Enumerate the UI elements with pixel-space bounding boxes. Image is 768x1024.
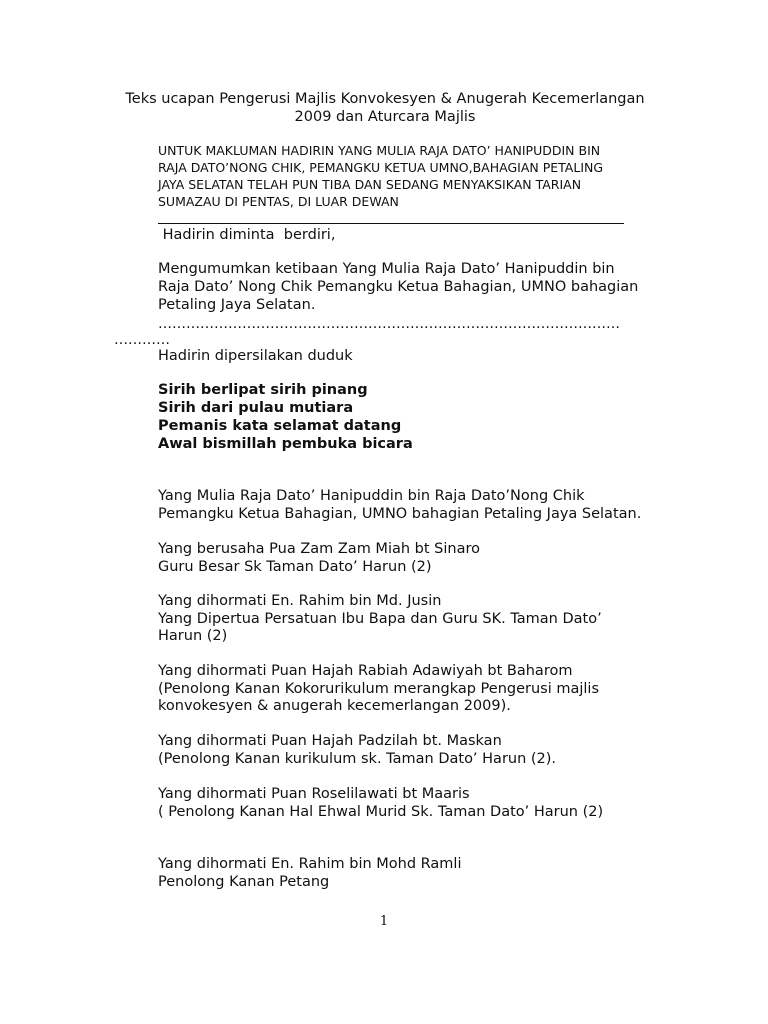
guest-3-position-cont: Harun (2): [158, 628, 228, 644]
guest-4-name: Yang dihormati Puan Hajah Rabiah Adawiyah bt Baharom: [158, 663, 573, 679]
guest-1-name: Yang Mulia Raja Dato’ Hanipuddin bin Raja Dato’Nong Chik: [158, 488, 585, 504]
guest-5-position: (Penolong Kanan kurikulum sk. Taman Dato’ Harun (2).: [158, 750, 557, 767]
guest-3-name: Yang dihormati En. Rahim bin Md. Jusin: [158, 593, 442, 609]
guest-3-position: Yang Dipertua Persatuan Ibu Bapa dan Guru SK. Taman Dato’: [158, 610, 602, 627]
notice-line-2: RAJA DATO’NONG CHIK, PEMANGKU KETUA UMNO,BAHAGIAN PETALING: [158, 160, 604, 175]
guest-5-name: Yang dihormati Puan Hajah Padzilah bt. Maskan: [158, 733, 502, 749]
arrival-notice: [158, 142, 658, 210]
pantun-verse: [158, 381, 413, 453]
guest-1-position: Pemangku Ketua Bahagian, UMNO bahagian Petaling Jaya Selatan.: [158, 505, 642, 522]
guest-entry-3: [158, 593, 678, 646]
document-title: [100, 90, 670, 126]
guest-entry-2: [158, 541, 678, 576]
guest-6-name: Yang dihormati Puan Roselilawati bt Maaris: [158, 786, 470, 802]
pantun-line-4: Awal bismillah pembuka bicara: [158, 436, 413, 452]
guest-2-position: Guru Besar Sk Taman Dato’ Harun (2): [158, 558, 432, 575]
notice-line-3: JAYA SELATAN TELAH PUN TIBA DAN SEDANG MENYAKSIKAN TARIAN: [158, 177, 582, 192]
notice-line-4: SUMAZAU DI PENTAS, DI LUAR DEWAN: [158, 194, 399, 209]
guest-entry-4: [158, 663, 678, 716]
page-number: 1: [379, 914, 389, 929]
guest-6-position: ( Penolong Kanan Hal Ehwal Murid Sk. Taman Dato’ Harun (2): [158, 803, 604, 820]
stand-instruction: Hadirin diminta berdiri,: [158, 227, 336, 243]
guest-7-name: Yang dihormati En. Rahim bin Mohd Ramli: [158, 856, 462, 872]
sit-instruction: Hadirin dipersilakan duduk: [158, 348, 353, 364]
pantun-line-3: Pemanis kata selamat datang: [158, 418, 402, 434]
announcement-line-3: Petaling Jaya Selatan.: [158, 297, 316, 313]
title-line-2: 2009 dan Aturcara Majlis: [294, 109, 476, 125]
guest-entry-6: [158, 786, 678, 821]
arrival-announcement: [158, 260, 678, 314]
guest-entry-7: [158, 856, 678, 891]
guest-entry-5: [158, 733, 678, 768]
notice-line-1: UNTUK MAKLUMAN HADIRIN YANG MULIA RAJA DATO’ HANIPUDDIN BIN: [158, 143, 601, 158]
guest-2-name: Yang berusaha Pua Zam Zam Miah bt Sinaro: [158, 541, 480, 557]
title-line-1: Teks ucapan Pengerusi Majlis Konvokesyen & Anugerah Kecemerlangan: [125, 91, 645, 107]
guest-7-position: Penolong Kanan Petang: [158, 873, 330, 890]
separator-rule: [158, 223, 624, 224]
guest-4-position: (Penolong Kanan Kokorurikulum merangkap Pengerusi majlis: [158, 680, 600, 697]
pantun-line-2: Sirih dari pulau mutiara: [158, 400, 354, 416]
announcement-line-2: Raja Dato’ Nong Chik Pemangku Ketua Bahagian, UMNO bahagian: [158, 279, 639, 295]
dotted-line-2: …………: [114, 332, 170, 348]
announcement-line-1: Mengumumkan ketibaan Yang Mulia Raja Dato’ Hanipuddin bin: [158, 261, 615, 277]
dotted-line-1: ………………………………………………………………………………………: [158, 316, 620, 332]
guest-4-position-cont: konvokesyen & anugerah kecemerlangan 2009).: [158, 698, 511, 714]
guest-entry-1: [158, 488, 678, 523]
pantun-line-1: Sirih berlipat sirih pinang: [158, 382, 368, 398]
